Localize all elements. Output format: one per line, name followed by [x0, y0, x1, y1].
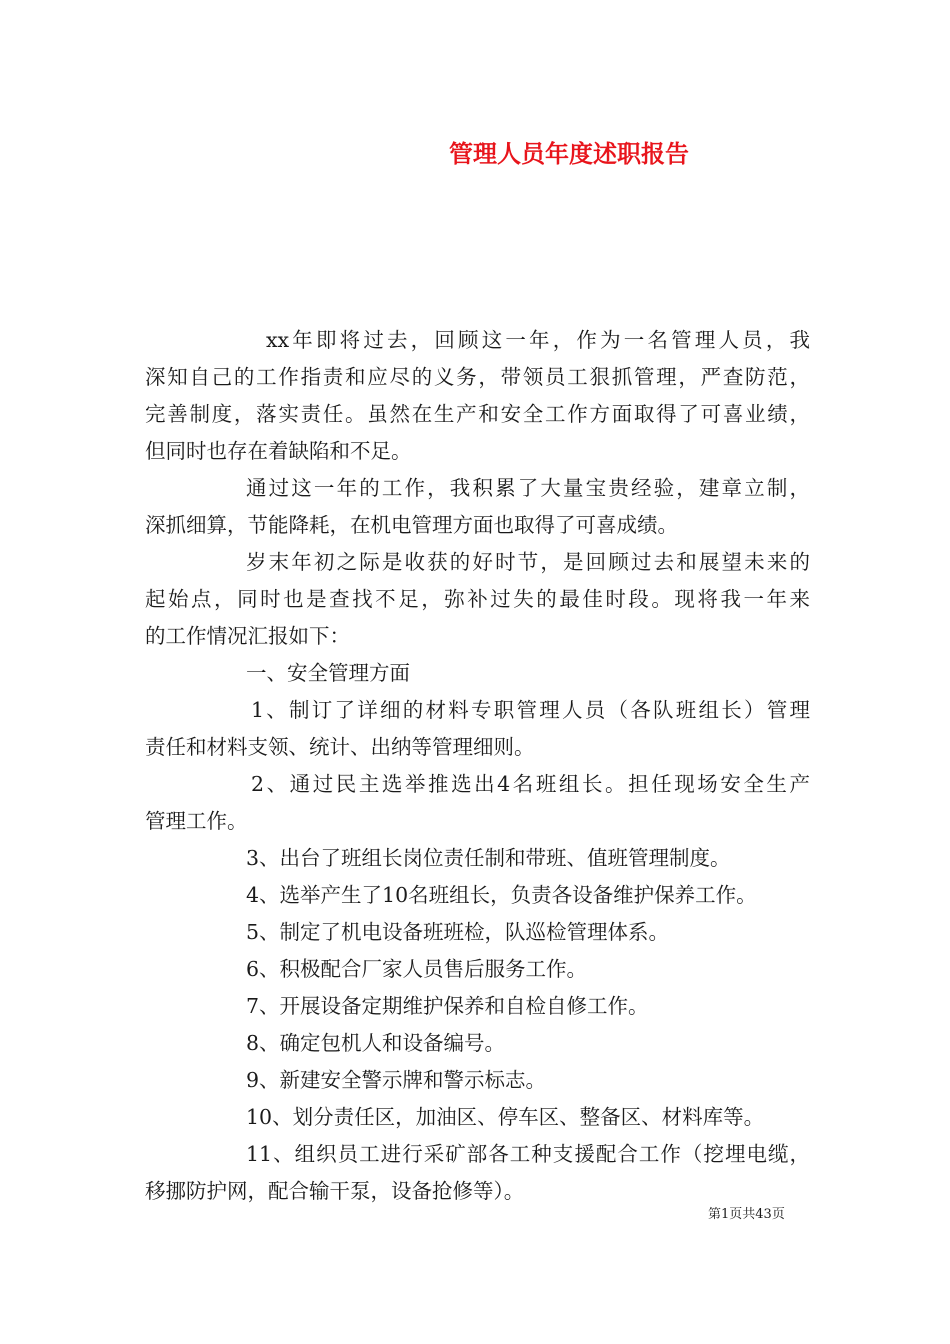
document-title: 管理人员年度述职报告: [449, 139, 689, 168]
paragraph-1-line-3: 完善制度，落实责任。虽然在生产和安全工作方面取得了可喜业绩，: [145, 402, 810, 426]
paragraph-2-line-1: 通过这一年的工作，我积累了大量宝贵经验，建章立制，: [246, 476, 810, 500]
item-11-line-1: 11、组织员工进行采矿部各工种支援配合工作（挖埋电缆，: [246, 1142, 810, 1166]
section-heading-safety: 一、安全管理方面: [246, 661, 410, 685]
item-6: 6、积极配合厂家人员售后服务工作。: [246, 957, 588, 981]
paragraph-1-line-2: 深知自己的工作指责和应尽的义务，带领员工狠抓管理，严查防范，: [145, 365, 810, 389]
document-body: [145, 322, 810, 1210]
item-10: 10、划分责任区，加油区、停车区、整备区、材料库等。: [246, 1105, 765, 1129]
paragraph-2-line-2: 深抓细算，节能降耗，在机电管理方面也取得了可喜成绩。: [145, 513, 678, 537]
item-5: 5、制定了机电设备班班检，队巡检管理体系。: [246, 920, 670, 944]
item-7: 7、开展设备定期维护保养和自检自修工作。: [246, 994, 649, 1018]
item-9: 9、新建安全警示牌和警示标志。: [246, 1068, 547, 1092]
item-3: 3、出台了班组长岗位责任制和带班、值班管理制度。: [246, 846, 731, 870]
item-4: 4、选举产生了10名班组长，负责各设备维护保养工作。: [246, 883, 757, 907]
item-1-line-2: 责任和材料支领、统计、出纳等管理细则。: [145, 735, 535, 759]
paragraph-3-line-1: 岁末年初之际是收获的好时节，是回顾过去和展望未来的: [246, 550, 810, 574]
paragraph-1-line-4: 但同时也存在着缺陷和不足。: [145, 439, 412, 463]
item-2-line-2: 管理工作。: [145, 809, 248, 833]
item-1-line-1: 1、制订了详细的材料专职管理人员（各队班组长）管理: [251, 698, 810, 722]
paragraph-1-line-1: xx年即将过去，回顾这一年，作为一名管理人员，我: [266, 328, 810, 352]
paragraph-3-line-2: 起始点，同时也是查找不足，弥补过失的最佳时段。现将我一年来: [145, 587, 810, 611]
item-2-line-1: 2、通过民主选举推选出4名班组长。担任现场安全生产: [251, 772, 810, 796]
page-number-footer: 第1页共43页: [708, 1207, 785, 1222]
item-8: 8、确定包机人和设备编号。: [246, 1031, 506, 1055]
paragraph-3-line-3: 的工作情况汇报如下：: [145, 624, 350, 648]
item-11-line-2: 移挪防护网，配合输干泵，设备抢修等）。: [145, 1179, 525, 1203]
